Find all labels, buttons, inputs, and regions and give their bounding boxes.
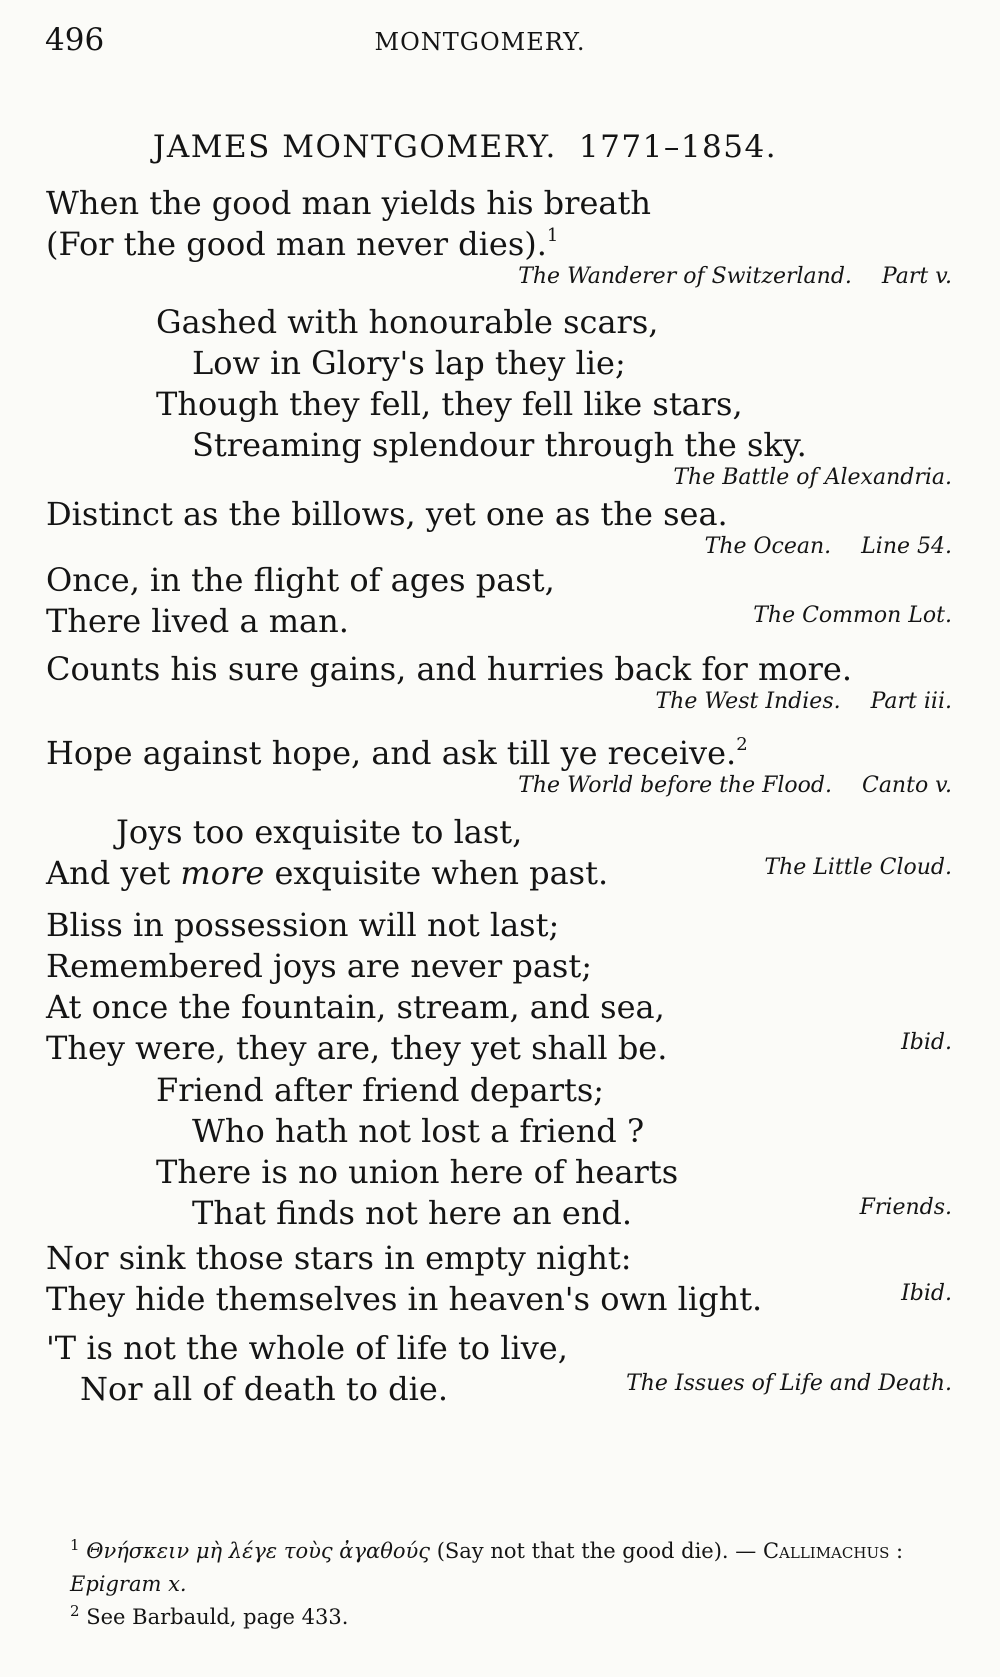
quotation <box>46 733 952 800</box>
quote-source: The Issues of Life and Death. <box>626 1371 952 1396</box>
verse-line: 'T is not the whole of life to live, <box>46 1329 568 1367</box>
footnote-ref: 2 <box>736 734 748 755</box>
source-part: Canto v. <box>861 773 952 798</box>
verse-text: (For the good man never dies). <box>46 225 547 263</box>
footnote-number: 2 <box>70 1602 80 1620</box>
verse-line: Though they fell, they fell like stars, <box>156 385 743 423</box>
verse-line: When the good man yields his breath <box>46 184 651 222</box>
verse-line: Gashed with honourable scars, <box>156 303 659 341</box>
verse-line: Low in Glory's lap they lie; <box>192 344 626 382</box>
quote-source: The Little Cloud. <box>764 855 952 880</box>
quotation <box>46 183 952 291</box>
footnote-2 <box>46 1601 952 1634</box>
verse-line: Who hath not lost a friend ? <box>192 1112 645 1150</box>
verse-line: Remembered joys are never past; <box>46 947 592 985</box>
verse-line: Bliss in possession will not last; <box>46 906 560 944</box>
verse-line: Nor sink those stars in empty night: <box>46 1239 632 1277</box>
quote-source: Ibid. <box>901 1030 952 1055</box>
verse-line <box>46 1279 952 1320</box>
footnote-number: 1 <box>70 1536 80 1554</box>
page-header <box>45 22 955 62</box>
source-part: Line 54. <box>861 534 952 559</box>
verse-text: They were, they are, they yet shall be. <box>46 1029 668 1067</box>
quote-source <box>46 772 952 800</box>
section-title <box>0 129 1000 165</box>
footnote-1 <box>46 1535 952 1601</box>
verse-line <box>46 224 952 265</box>
emphasis: more <box>180 854 265 892</box>
verse-line: Once, in the flight of ages past, <box>46 561 555 599</box>
greek-quotation: Θνήσκειν μὴ λέγε τοὺς ἀγαθούς <box>86 1539 431 1563</box>
quotation <box>46 302 952 492</box>
quotation <box>46 905 952 1069</box>
verse-line <box>46 1369 952 1410</box>
quote-source: The Battle of Alexandria. <box>673 465 952 490</box>
running-title: MONTGOMERY. <box>374 28 586 56</box>
page-number: 496 <box>45 22 105 58</box>
quotation <box>46 812 952 894</box>
quotation <box>46 1328 952 1410</box>
footnote-work: Epigram x. <box>70 1572 187 1596</box>
quote-source <box>46 533 952 561</box>
author-years: 1771–1854. <box>578 129 778 165</box>
verse-line: Counts his sure gains, and hurries back for more. <box>46 650 853 688</box>
verse-text: That finds not here an end. <box>192 1194 633 1232</box>
verse-line: Distinct as the billows, yet one as the sea. <box>46 495 728 533</box>
source-title: The Wanderer of Switzerland. <box>518 264 852 289</box>
quotation <box>46 494 952 561</box>
verse-line: Joys too exquisite to last, <box>116 813 523 851</box>
source-title: The West Indies. <box>655 689 841 714</box>
source-title: The World before the Flood. <box>518 773 832 798</box>
footnote-author: Callimachus <box>762 1539 890 1563</box>
footnote-text: See Barbauld, page 433. <box>79 1605 349 1629</box>
quote-source: Ibid. <box>901 1281 952 1306</box>
verse-text: And yet <box>46 854 181 892</box>
quotation <box>46 560 952 642</box>
verse-text: They hide themselves in heaven's own light. <box>46 1280 763 1318</box>
verse-text: Nor all of death to die. <box>80 1370 448 1408</box>
verse-line <box>46 853 952 894</box>
source-part: Part iii. <box>870 689 952 714</box>
source-title: The Ocean. <box>704 534 832 559</box>
quotation <box>46 1070 952 1234</box>
verse-text: exquisite when past. <box>264 854 609 892</box>
verse-line: At once the fountain, stream, and sea, <box>46 988 665 1026</box>
verse-line <box>46 1193 952 1234</box>
verse-text: There lived a man. <box>46 602 349 640</box>
verse-line: Friend after friend departs; <box>156 1071 605 1109</box>
quotation <box>46 649 952 716</box>
quote-source: The Common Lot. <box>753 603 952 628</box>
footnote-ref: 1 <box>546 225 559 246</box>
verse-line <box>46 733 952 774</box>
quote-source <box>46 263 952 291</box>
verse-text: Hope against hope, and ask till ye receive. <box>46 734 737 772</box>
author-name: JAMES MONTGOMERY. <box>152 129 557 165</box>
footnote-text: (Say not that the good die). — <box>430 1539 763 1563</box>
footnote-colon: : <box>889 1539 904 1563</box>
quote-source <box>46 688 952 716</box>
source-part: Part v. <box>881 264 952 289</box>
quotation <box>46 1238 952 1320</box>
footnotes <box>46 1535 952 1634</box>
verse-line: There is no union here of hearts <box>156 1153 679 1191</box>
verse-line <box>46 601 952 642</box>
verse-line <box>46 1028 952 1069</box>
verse-line: Streaming splendour through the sky. <box>192 426 807 464</box>
quote-source: Friends. <box>859 1195 952 1220</box>
